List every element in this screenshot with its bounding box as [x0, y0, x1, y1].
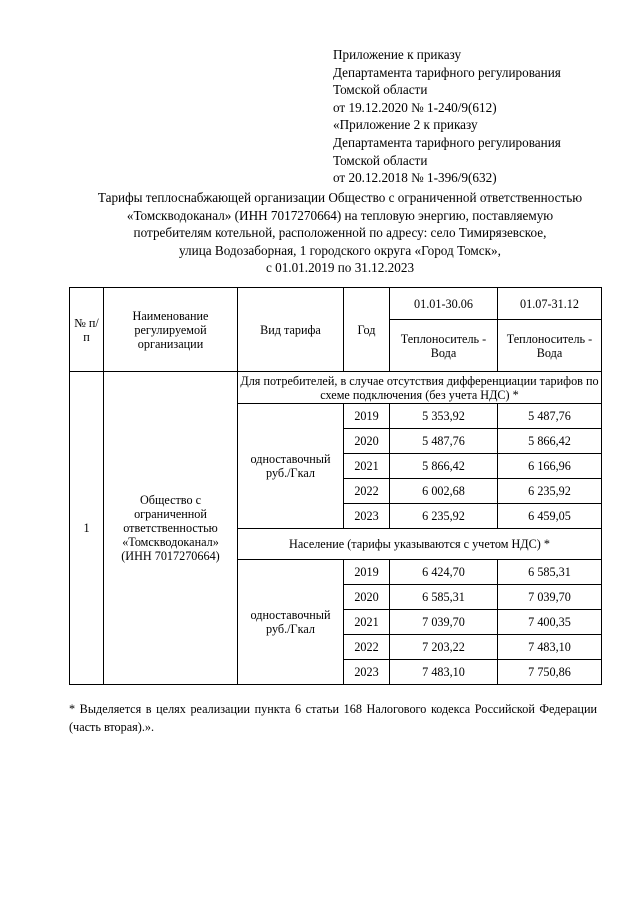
- tariff-h1-cell: 5 353,92: [390, 404, 498, 429]
- tariff-h2-cell: 6 166,96: [498, 454, 602, 479]
- header-carrier-1: Теплоноситель - Вода: [390, 320, 498, 372]
- header-line: Томской области: [333, 82, 428, 98]
- header-period-2: 01.07-31.12: [498, 288, 602, 320]
- year-cell: 2019: [344, 560, 390, 585]
- tariff-h1-cell: 5 866,42: [390, 454, 498, 479]
- header-carrier-2: Теплоноситель - Вода: [498, 320, 602, 372]
- header-line: Департамента тарифного регулирования: [333, 134, 561, 150]
- tariff-h1-cell: 7 483,10: [390, 660, 498, 685]
- tariff-h1-cell: 7 039,70: [390, 610, 498, 635]
- year-cell: 2022: [344, 635, 390, 660]
- header-year: Год: [344, 288, 390, 372]
- tariff-h2-cell: 7 039,70: [498, 585, 602, 610]
- section-1-tariff-type: одноставочный руб./Гкал: [238, 404, 344, 529]
- tariff-h1-cell: 5 487,76: [390, 429, 498, 454]
- tariff-table: [69, 287, 602, 685]
- tariff-h2-cell: 7 750,86: [498, 660, 602, 685]
- header-num: № п/п: [70, 288, 104, 372]
- section-1-title: Для потребителей, в случае отсутствия дифференциации тарифов по схеме подключения (без учета НДС) *: [238, 372, 602, 404]
- year-cell: 2021: [344, 610, 390, 635]
- tariff-h1-cell: 6 002,68: [390, 479, 498, 504]
- header-line: от 20.12.2018 № 1-396/9(632): [333, 170, 497, 186]
- title-line: улица Водозаборная, 1 городского округа «Город Томск»,: [179, 242, 501, 258]
- tariff-h1-cell: 6 424,70: [390, 560, 498, 585]
- header-line: Департамента тарифного регулирования: [333, 64, 561, 80]
- tariff-h2-cell: 7 400,35: [498, 610, 602, 635]
- title-line: с 01.01.2019 по 31.12.2023: [265, 260, 415, 276]
- tariff-h2-cell: 6 585,31: [498, 560, 602, 585]
- section-2-title: Население (тарифы указываются с учетом НДС) *: [238, 529, 602, 560]
- year-cell: 2022: [344, 479, 390, 504]
- year-cell: 2021: [344, 454, 390, 479]
- year-cell: 2023: [344, 504, 390, 529]
- year-cell: 2020: [344, 585, 390, 610]
- tariff-h1-cell: 7 203,22: [390, 635, 498, 660]
- document-title: [40, 189, 640, 277]
- header-period-1: 01.01-30.06: [390, 288, 498, 320]
- title-line: Тарифы теплоснабжающей организации Общество с ограниченной ответственностью: [97, 190, 583, 205]
- header-line: от 19.12.2020 № 1-240/9(612): [333, 99, 497, 115]
- tariff-h2-cell: 6 235,92: [498, 479, 602, 504]
- tariff-h1-cell: 6 235,92: [390, 504, 498, 529]
- tariff-h2-cell: 6 459,05: [498, 504, 602, 529]
- tariff-h2-cell: 5 487,76: [498, 404, 602, 429]
- header-tariff-type: Вид тарифа: [238, 288, 344, 372]
- footnote: * Выделяется в целях реализации пункта 6 статьи 168 Налогового кодекса Российской Федерации (часть вторая).».: [69, 702, 597, 734]
- tariff-h1-cell: 6 585,31: [390, 585, 498, 610]
- header-line: Приложение к приказу: [333, 47, 462, 62]
- year-cell: 2020: [344, 429, 390, 454]
- year-cell: 2019: [344, 404, 390, 429]
- section-2-tariff-type: одноставочный руб./Гкал: [238, 560, 344, 685]
- header-line: «Приложение 2 к приказу: [333, 117, 478, 133]
- order-header: [333, 46, 633, 187]
- tariff-h2-cell: 7 483,10: [498, 635, 602, 660]
- tariff-h2-cell: 5 866,42: [498, 429, 602, 454]
- title-line: «Томскводоканал» (ИНН 7017270664) на тепловую энергию, поставляемую: [126, 207, 554, 223]
- header-line: Томской области: [333, 152, 428, 168]
- title-line: потребителям котельной, расположенной по адресу: село Тимирязевское,: [133, 225, 547, 241]
- row-number: 1: [70, 372, 104, 685]
- header-org: Наименование регулируемой организации: [104, 288, 238, 372]
- org-name: Общество с ограниченной ответственностью «Томскводоканал» (ИНН 7017270664): [104, 372, 238, 685]
- year-cell: 2023: [344, 660, 390, 685]
